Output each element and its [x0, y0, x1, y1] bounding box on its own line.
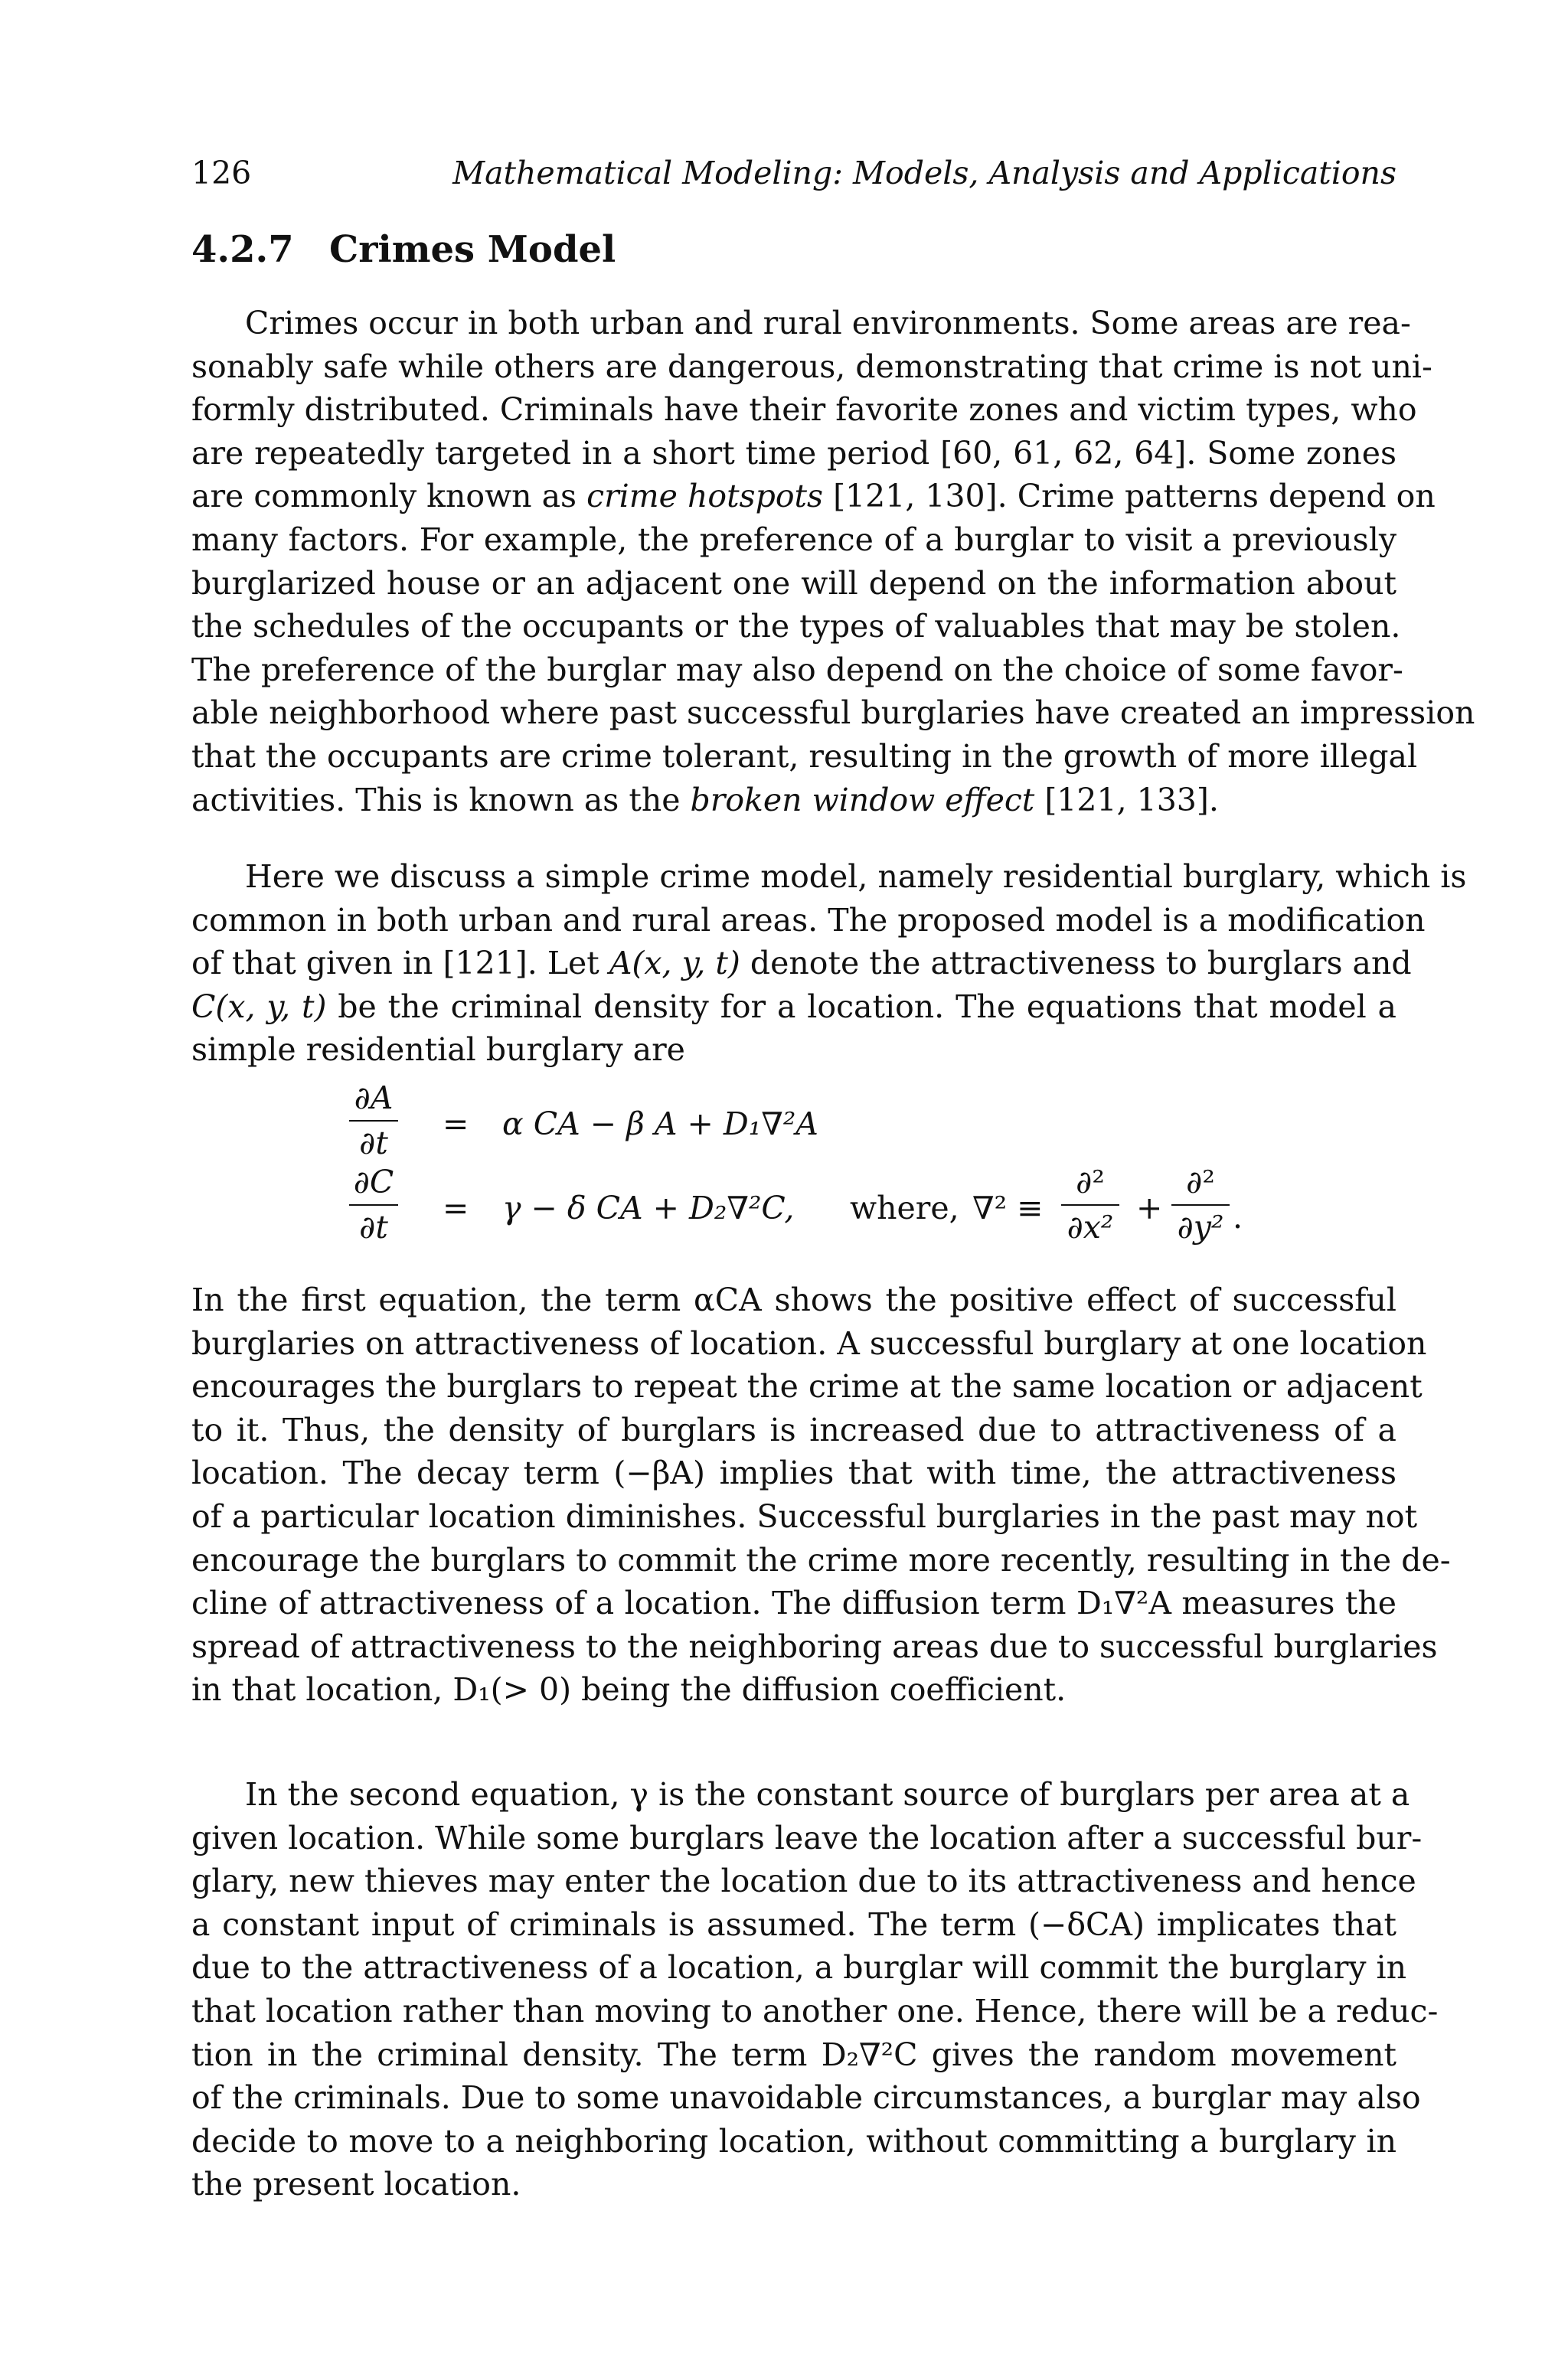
fraction-dA-dt: [349, 1079, 398, 1161]
text-line: [191, 475, 1436, 518]
text-run: [121, 133].: [1034, 781, 1219, 818]
text-line: are repeatedly targeted in a short time period [60, 61, 62, 64]. Some zones: [191, 434, 1396, 472]
text-line: In the second equation, γ is the constant source of burglars per area at a: [245, 1776, 1410, 1813]
equation-1-rhs: α CA − β A + D₁∇²A: [502, 1105, 818, 1142]
section-number: 4.2.7: [191, 228, 294, 271]
emphasis-broken-window-effect: broken window effect: [690, 781, 1035, 818]
fraction-bar: [349, 1120, 398, 1122]
text-line: able neighborhood where past successful burglaries have created an impression: [191, 694, 1475, 732]
text-line: The preference of the burglar may also depend on the choice of some favor-: [191, 651, 1403, 688]
text-line: Crimes occur in both urban and rural environments. Some areas are rea-: [245, 305, 1411, 341]
equals-sign: =: [443, 1105, 469, 1142]
paragraph-4: [191, 1773, 1439, 2206]
fraction-denominator: ∂t: [359, 1209, 388, 1246]
fraction-denominator: ∂t: [359, 1125, 388, 1161]
plus-sign: +: [1136, 1190, 1163, 1226]
fraction-d2-dx2: [1061, 1164, 1119, 1246]
equals-sign: =: [443, 1190, 469, 1226]
fraction-d2-dy2: [1171, 1164, 1230, 1246]
fraction-denominator: ∂x²: [1067, 1209, 1114, 1246]
text-line: spread of attractiveness to the neighboring areas due to successful burglaries: [191, 1628, 1438, 1665]
running-header: [191, 150, 1396, 196]
text-line: many factors. For example, the preference of a burglar to visit a previously: [191, 521, 1396, 558]
text-line: location. The decay term (−βA) implies that with time, the attractiveness: [191, 1455, 1396, 1492]
fraction-bar: [349, 1204, 398, 1206]
fraction-bar: [1171, 1204, 1230, 1206]
page-number: 126: [191, 155, 252, 191]
text-line: to it. Thus, the density of burglars is increased due to attractiveness of a: [191, 1411, 1396, 1448]
text-line: encourages the burglars to repeat the crime at the same location or adjacent: [191, 1368, 1423, 1406]
text-line: that location rather than moving to another one. Hence, there will be a reduc-: [191, 1992, 1439, 2029]
text-line: the schedules of the occupants or the types of valuables that may be stolen.: [191, 608, 1401, 645]
text-line: decide to move to a neighboring location, without committing a burglary in: [191, 2122, 1396, 2160]
paragraph-2: [191, 855, 1467, 1072]
text-line: simple residential burglary are: [191, 1031, 685, 1069]
text-line: in that location, D₁(> 0) being the diffusion coefficient.: [191, 1671, 1067, 1709]
text-line: glary, new thieves may enter the location due to its attractiveness and hence: [191, 1863, 1416, 1900]
text-line: burglarized house or an adjacent one will depend on the information about: [191, 564, 1396, 602]
text-line: common in both urban and rural areas. The proposed model is a modification: [191, 901, 1426, 939]
text-run: [121, 130]. Crime patterns depend on: [823, 478, 1436, 515]
text-line: encourage the burglars to commit the crime more recently, resulting in the de-: [191, 1541, 1451, 1579]
text-line: [191, 942, 1412, 985]
text-line: cline of attractiveness of a location. The diffusion term D₁∇²A measures the: [191, 1585, 1396, 1622]
text-line: In the first equation, the term αCA shows the positive effect of successful: [191, 1282, 1396, 1318]
text-line: of the criminals. Due to some unavoidable circumstances, a burglar may also: [191, 2079, 1421, 2117]
fraction-bar: [1061, 1204, 1119, 1206]
text-line: sonably safe while others are dangerous, demonstrating that crime is not uni-: [191, 348, 1432, 385]
fraction-dC-dt: [349, 1164, 398, 1246]
text-line: of a particular location diminishes. Successful burglaries in the past may not: [191, 1497, 1418, 1535]
fraction-denominator: ∂y²: [1177, 1209, 1224, 1246]
text-run: of that given in [121]. Let: [191, 945, 609, 982]
text-run: be the criminal density for a location. The equations that model a: [326, 988, 1396, 1025]
running-title: Mathematical Modeling: Models, Analysis and Applications: [452, 155, 1396, 191]
fraction-numerator: ∂A: [354, 1079, 394, 1116]
text-line: tion in the criminal density. The term D₂∇²C gives the random movement: [191, 2036, 1396, 2073]
text-line: that the occupants are crime tolerant, resulting in the growth of more illegal: [191, 737, 1418, 775]
laplacian-definition: ∇² ≡: [972, 1190, 1044, 1226]
text-line: Here we discuss a simple crime model, namely residential burglary, which is: [245, 858, 1467, 895]
fraction-numerator: ∂C: [353, 1164, 394, 1200]
where-label: where,: [850, 1190, 959, 1226]
text-line: formly distributed. Criminals have their favorite zones and victim types, who: [191, 391, 1417, 429]
text-line: the present location.: [191, 2166, 521, 2203]
text-line: a constant input of criminals is assumed. The term (−δCA) implicates that: [191, 1905, 1396, 1943]
math-A-xyt: A(x, y, t): [609, 945, 740, 982]
math-C-xyt: C(x, y, t): [191, 988, 327, 1025]
burglary-equations: [191, 1076, 1396, 1306]
text-run: activities. This is known as the: [191, 781, 691, 818]
section-heading: [191, 227, 616, 273]
text-line: [191, 985, 1396, 1029]
text-line: due to the attractiveness of a location, a burglar will commit the burglary in: [191, 1949, 1407, 1987]
text-line: [191, 779, 1396, 822]
paragraph-1: [191, 302, 1475, 821]
text-line: given location. While some burglars leave the location after a successful bur-: [191, 1819, 1423, 1856]
period: .: [1233, 1199, 1243, 1236]
text-run: are commonly known as: [191, 478, 587, 515]
text-run: denote the attractiveness to burglars and: [740, 945, 1412, 982]
paragraph-3: [191, 1278, 1451, 1712]
fraction-numerator: ∂²: [1076, 1164, 1105, 1200]
section-title: Crimes Model: [329, 228, 616, 271]
emphasis-crime-hotspots: crime hotspots: [586, 478, 824, 515]
fraction-numerator: ∂²: [1186, 1164, 1215, 1200]
equation-2-rhs: γ − δ CA + D₂∇²C,: [502, 1190, 795, 1226]
text-line: burglaries on attractiveness of location. A successful burglary at one location: [191, 1324, 1427, 1362]
